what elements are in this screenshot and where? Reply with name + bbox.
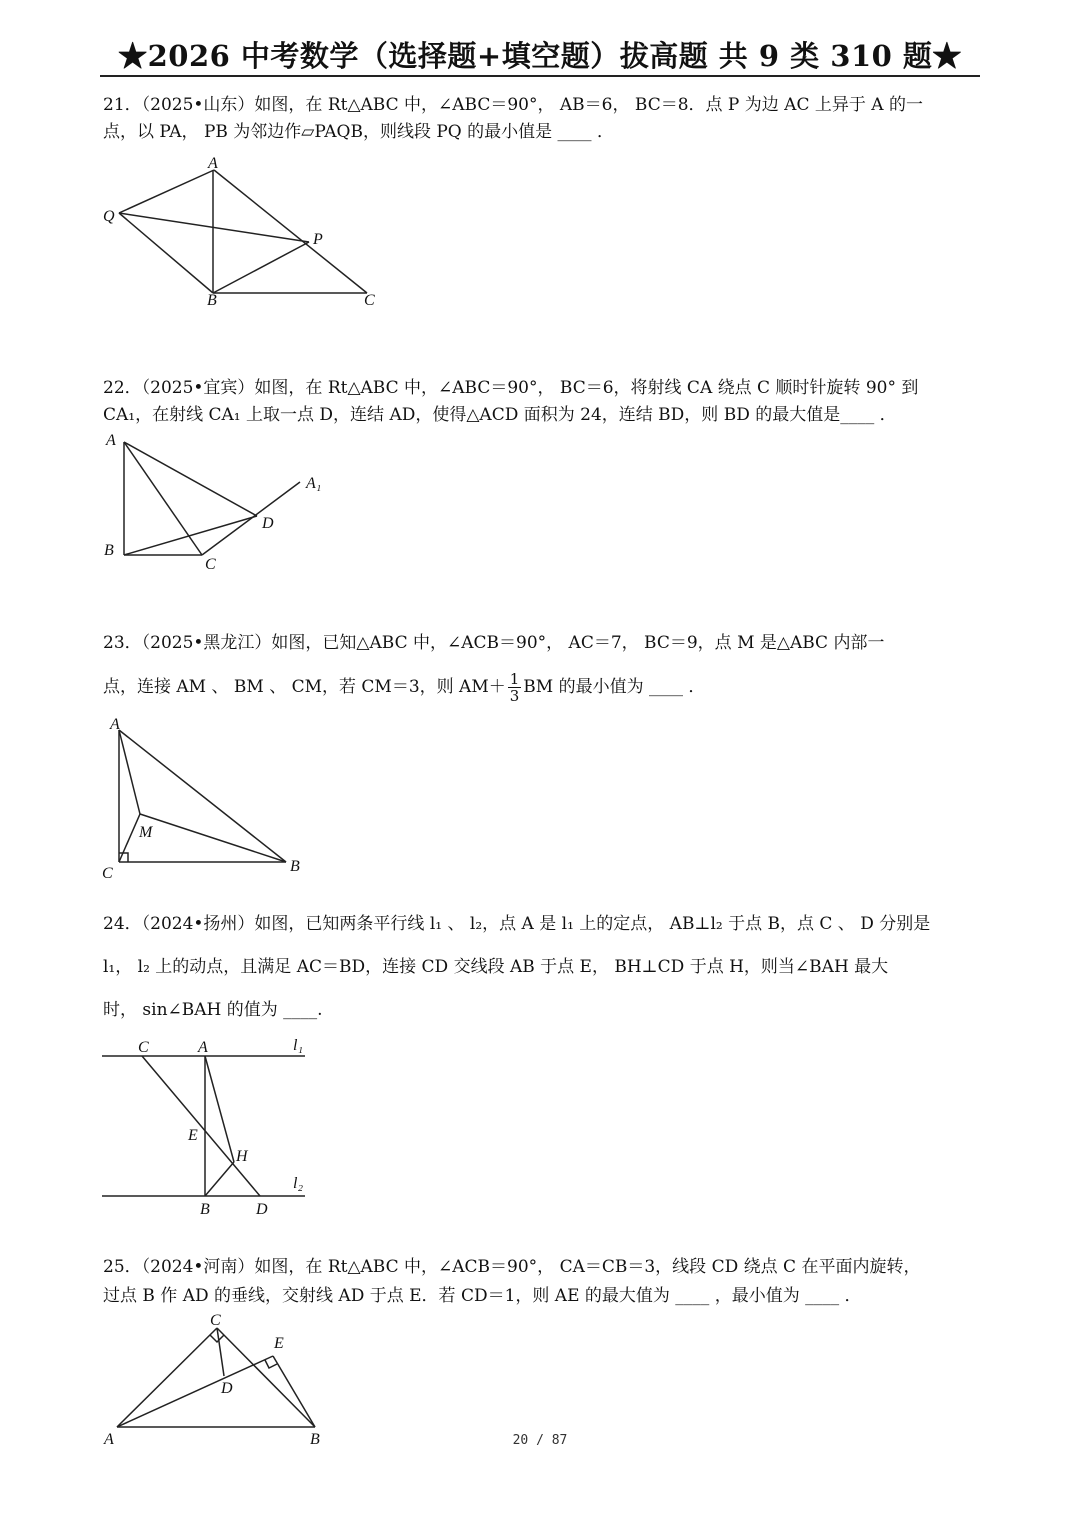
label-C: C [205,556,216,573]
label-P: P [313,231,323,248]
fraction-denominator: 3 [509,687,520,705]
figure-25 [100,1312,340,1452]
label-A: A [198,1039,208,1056]
label-D: D [221,1380,233,1397]
question-text-line: 23．（2025•黑龙江）如图，已知△ABC 中，∠ACB＝90°， AC＝7， BC＝9，点 M 是△ABC 内部一 [103,633,885,653]
label-C: C [364,292,375,309]
question-25 [103,1254,973,1310]
question-text-line: CA₁，在射线 CA₁ 上取一点 D，连结 AD，使得△ACD 面积为 24，连结 BD，则 BD 的最大值是____ ． [103,405,897,425]
question-text-line [103,671,973,704]
label-A: A [106,432,116,449]
label-M: M [139,824,153,841]
question-text-line: 22．（2025•宜宾）如图，在 Rt△ABC 中，∠ABC＝90°， BC＝6，将射线 CA 绕点 C 顺时针旋转 90° 到 [103,378,919,398]
label-D: D [262,515,274,532]
page-header-title: ★2026 中考数学（选择题+填空题）拔高题 共 9 类 310 题★ [118,39,962,73]
figure-23 [100,712,320,887]
question-22 [103,375,973,429]
figure-21 [95,155,395,315]
label-B: B [104,542,114,559]
label-l2: l₂ [293,1175,304,1192]
label-B: B [207,292,217,309]
question-text-line: 点，以 PA， PB 为邻边作▱PAQB，则线段 PQ 的最小值是 ____ ． [103,122,614,142]
figure-24 [100,1030,320,1220]
label-Q: Q [103,208,115,225]
question-text-line: 21．（2025•山东）如图，在 Rt△ABC 中，∠ABC＝90°， AB＝6， BC＝8．点 P 为边 AC 上异于 A 的一 [103,95,923,115]
label-D: D [256,1201,268,1218]
label-C: C [102,865,113,882]
question-text-line: 25．（2024•河南）如图，在 Rt△ABC 中，∠ACB＝90°， CA＝CB＝3，线段 CD 绕点 C 在平面内旋转， [103,1257,921,1277]
fraction-numerator: 1 [509,670,520,688]
question-23 [103,630,973,704]
label-A: A [110,716,120,733]
figure-22 [100,430,340,575]
label-A1: A₁ [306,475,322,492]
question-text: BM 的最小值为 ____ ． [523,677,706,697]
question-text-line: 过点 B 作 AD 的垂线，交射线 AD 于点 E．若 CD＝1，则 AE 的最大值为 ____ ，最小值为 ____ ． [103,1286,862,1306]
label-E: E [188,1127,198,1144]
question-text-line: 时， sin∠BAH 的值为 ____. [103,1000,323,1020]
question-text-line: l₁， l₂ 上的动点，且满足 AC＝BD，连接 CD 交线段 AB 于点 E， BH⊥CD 于点 H，则当∠BAH 最大 [103,957,889,977]
label-C: C [138,1039,149,1056]
label-E: E [274,1335,284,1352]
label-l1: l₁ [293,1037,304,1054]
page-number: 20 / 87 [512,1433,568,1448]
question-text-line: 24．（2024•扬州）如图，已知两条平行线 l₁ 、 l₂，点 A 是 l₁ 上的定点， AB⊥l₂ 于点 B，点 C 、 D 分别是 [103,914,931,934]
label-B: B [310,1431,320,1448]
header-divider [100,75,980,77]
question-24 [103,911,973,1024]
fraction [508,671,522,704]
label-B: B [200,1201,210,1218]
question-21 [103,92,973,146]
label-A: A [208,155,218,172]
label-C: C [210,1312,221,1329]
label-H: H [236,1148,248,1165]
label-B: B [290,858,300,875]
question-text: 点，连接 AM 、 BM 、 CM，若 CM＝3，则 AM＋ [103,677,506,697]
label-A: A [104,1431,114,1448]
